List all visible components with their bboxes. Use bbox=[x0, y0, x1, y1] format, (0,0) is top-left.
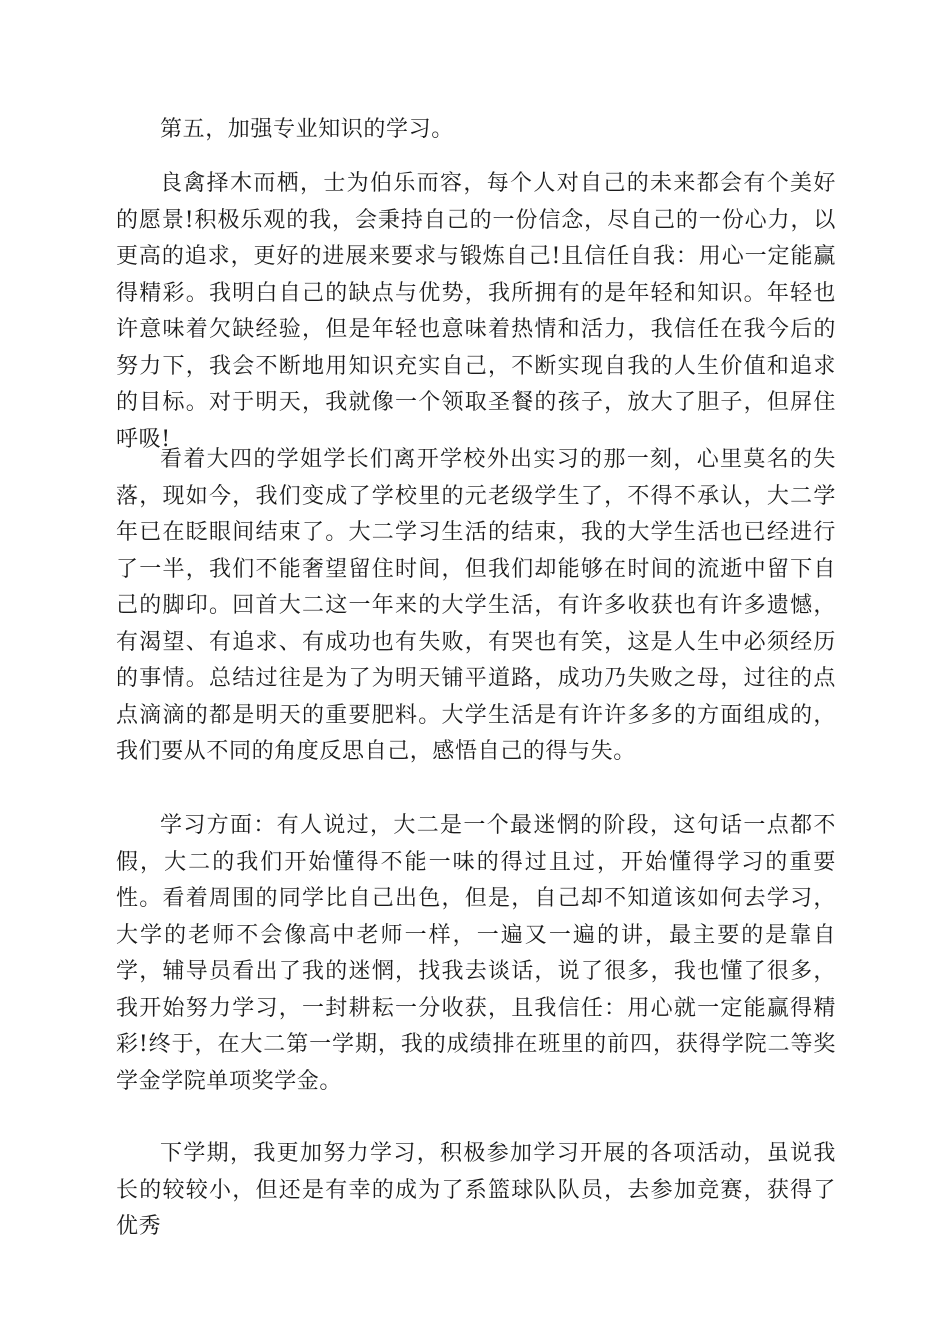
paragraph-future-vision: 良禽择木而栖，士为伯乐而容，每个人对自己的未来都会有个美好的愿景!积极乐观的我，会秉持自己的一份信念，尽自己的一份心力，以更高的追求，更好的进展来要求与锻炼自己!且信任自我：用心一定能赢得精彩。我明白自己的缺点与优势，我所拥有的是年轻和知识。年轻也许意味着欠缺经验，但是年轻也意味着热情和活力，我信任在我今后的努力下，我会不断地用知识充实自己，不断实现自我的人生价值和追求的目标。对于明天，我就像一个领取圣餐的孩子，放大了胆子，但屏住呼吸! bbox=[116, 171, 836, 452]
paragraph-study-aspect: 学习方面：有人说过，大二是一个最迷惘的阶段，这句话一点都不假，大二的我们开始懂得不能一味的得过且过，开始懂得学习的重要性。看着周围的同学比自己出色，但是，自己却不知道该如何去学习，大学的老师不会像高中老师一样，一遍又一遍的讲，最主要的是靠自学，辅导员看出了我的迷惘，找我去谈话，说了很多，我也懂了很多，我开始努力学习，一封耕耘一分收获，且我信任：用心就一定能赢得精彩!终于，在大二第一学期，我的成绩排在班里的前四，获得学院二等奖学金学院单项奖学金。 bbox=[116, 813, 836, 1094]
paragraph-second-semester: 下学期，我更加努力学习，积极参加学习开展的各项活动，虽说我长的较较小，但还是有幸的成为了系篮球队队员，去参加竞赛，获得了优秀 bbox=[116, 1141, 836, 1239]
paragraph-sophomore-reflection: 看着大四的学姐学长们离开学校外出实习的那一刻，心里莫名的失落，现如今，我们变成了学校里的元老级学生了，不得不承认，大二学年已在眨眼间结束了。大二学习生活的结束，我的大学生活也已经进行了一半，我们不能奢望留住时间，但我们却能够在时间的流逝中留下自己的脚印。回首大二这一年来的大学生活，有许多收获也有许多遗憾，有渴望、有追求、有成功也有失败，有哭也有笑，这是人生中必须经历的事情。总结过往是为了为明天铺平道路，成功乃失败之母，过往的点点滴滴的都是明天的重要肥料。大学生活是有许许多多的方面组成的，我们要从不同的角度反思自己，感悟自己的得与失。 bbox=[116, 447, 836, 764]
paragraph-heading-fifth: 第五，加强专业知识的学习。 bbox=[160, 117, 454, 142]
